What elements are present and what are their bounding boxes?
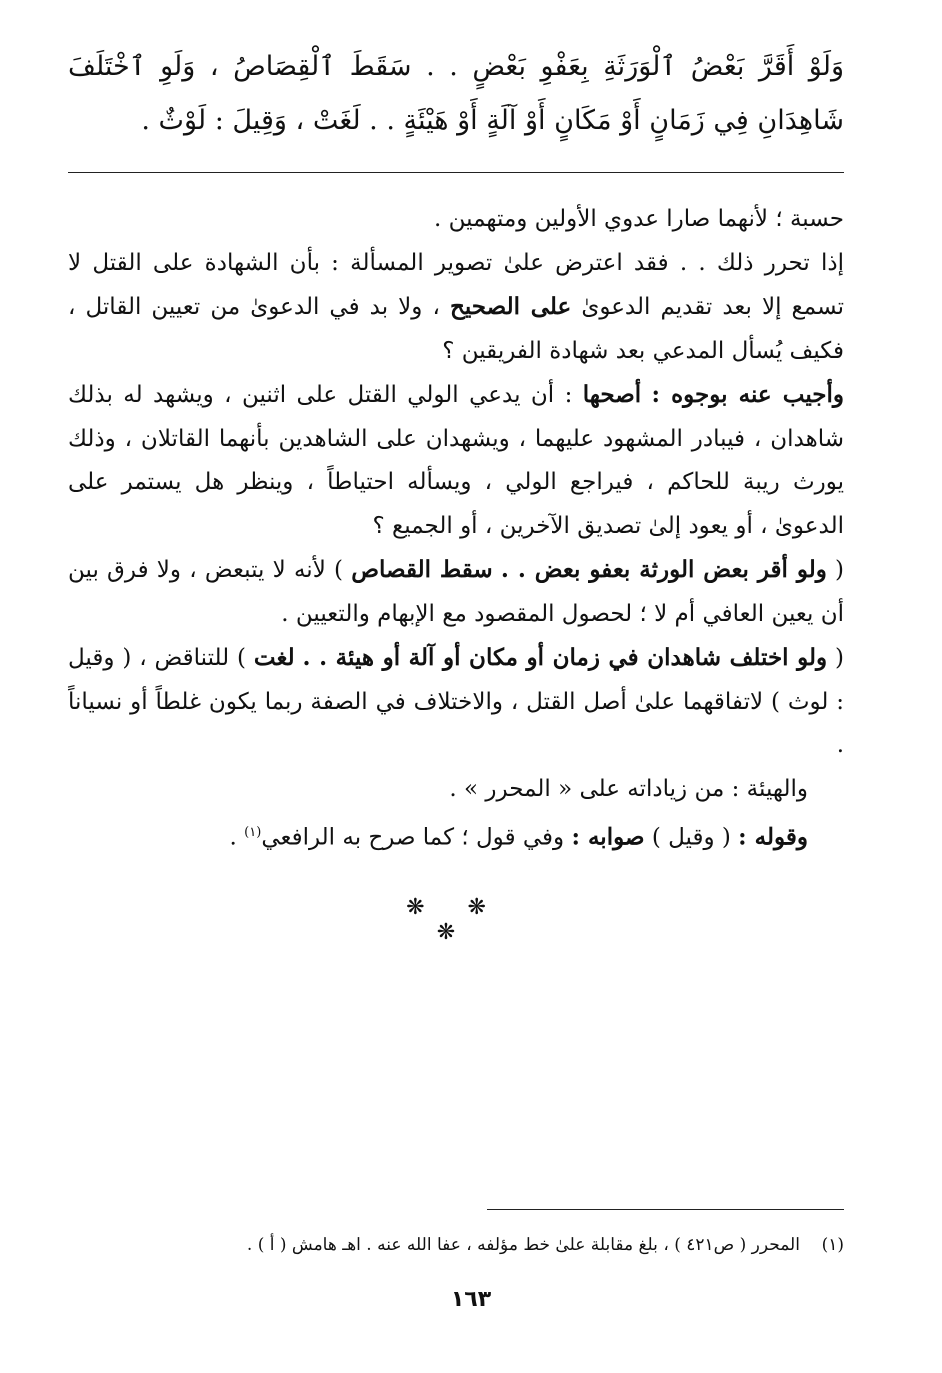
commentary-paragraph: والهيئة : من زياداته على « المحرر » .	[449, 775, 808, 802]
footnote-reference[interactable]: (١)	[244, 825, 262, 840]
page-number: ١٦٣	[450, 1287, 492, 1312]
footnote-separator-rule	[487, 1209, 844, 1210]
commentary-text	[68, 198, 844, 860]
footnote	[68, 1231, 844, 1259]
commentary-paragraph: وقوله : ( وقيل ) صوابه : وفي قول ؛ كما صرح به الرافعي$^{(١)}$ .	[229, 823, 808, 851]
commentary-paragraph: حسبة ؛ لأنهما صارا عدوي الأولين ومتهمين .	[434, 206, 844, 232]
matn-line-1: وَلَوْ أَقَرَّ بَعْضُ ٱلْوَرَثَةِ بِعَفْوِ بَعْضٍ . . سَقَطَ ٱلْقِصَاصُ ، وَلَوِ ٱخْتَلَفَ شَاهِدَانِ فِي زَمَانٍ أَوْ	[68, 51, 844, 136]
section-separator-stars: ❋ ❋ ❋	[406, 895, 504, 945]
commentary-paragraph: ( ولو أقر بعض الورثة بعفو بعض . . سقط القصاص ) لأنه لا يتبعض ، ولا فرق بين أن يعين العافي أم لا ؛ لحصول المقصود مع الإبهام والتعيين .	[68, 556, 845, 627]
footnote-number: (١)	[821, 1235, 844, 1255]
commentary-paragraph: ( ولو اختلف شاهدان في زمان أو مكان أو آلة أو هيئة . . لغت ) للتناقض ، ( وقيل : لوث ) لاتفاقهما علىٰ أصل القتل ، والاختلاف في الصفة ربما يكون غلطاً أو نسياناً .	[68, 644, 845, 758]
matn-line-2: مَكَانٍ أَوْ آلَةٍ أَوْ هَيْئَةٍ . . لَغَتْ ، وَقِيلَ : لَوْثٌ .	[141, 105, 612, 136]
matn-separator-rule	[68, 172, 844, 173]
footnote-text: المحرر ( ص٤٢١ ) ، بلغ مقابلة علىٰ خط مؤلفه ، عفا الله عنه . اهـ هامش ( أ ) .	[246, 1235, 800, 1255]
commentary-paragraph: إذا تحرر ذلك . . فقد اعترض علىٰ تصوير المسألة : بأن الشهادة على القتل لا تسمع إلا بعد تقديم الدعوىٰ على الصحيح ، ولا بد في الدعوىٰ من تعيين القاتل ، فكيف يُسأل المدعي بعد شهادة الفريقين ؟	[68, 249, 845, 364]
commentary-paragraph: وأجيب عنه بوجوه : أصحها : أن يدعي الولي القتل على اثنين ، ويشهد له بذلك شاهدان ، فيبادر المشهود عليهما ، ويشهدان على الشاهدين بأنهما القاتلان ، وذلك يورث ريبة للحاكم ، فيراجع الولي ، ويسأله احتياطاً ، وينظر هل يستمر على الدعوىٰ ، أو يعود إلىٰ تصديق الآخرين ، أو الجميع ؟	[68, 381, 844, 539]
matn-text	[68, 40, 844, 148]
